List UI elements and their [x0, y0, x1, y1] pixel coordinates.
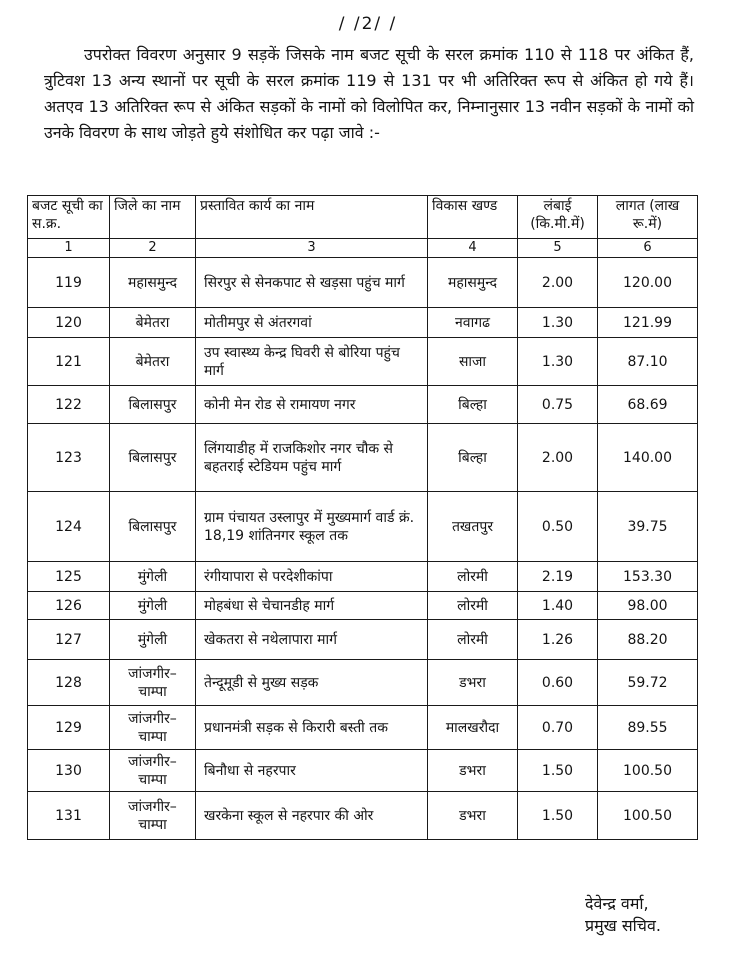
cell-length: 1.30 [518, 308, 598, 338]
cell-work: मोहबंधा से चेचानडीह मार्ग [196, 592, 428, 620]
cell-work: कोनी मेन रोड से रामायण नगर [196, 386, 428, 424]
cell-length: 2.00 [518, 258, 598, 308]
header-sno: बजट सूची का स.क्र. [28, 196, 110, 239]
cell-block: लोरमी [428, 592, 518, 620]
cell-work: रंगीयापारा से परदेशीकांपा [196, 562, 428, 592]
cell-sno: 120 [28, 308, 110, 338]
cell-length: 1.50 [518, 792, 598, 840]
cell-district: मुंगेली [110, 592, 196, 620]
column-number: 6 [598, 239, 698, 258]
cell-length: 1.26 [518, 620, 598, 660]
cell-cost: 100.50 [598, 750, 698, 792]
cell-work: ग्राम पंचायत उस्लापुर में मुख्यमार्ग वार्ड क्रं. 18,19 शांतिनगर स्कूल तक [196, 492, 428, 562]
table-row [28, 792, 698, 840]
cell-length: 0.70 [518, 706, 598, 750]
table-body [28, 258, 698, 840]
cell-work: प्रधानमंत्री सड़क से किरारी बस्ती तक [196, 706, 428, 750]
cell-block: बिल्हा [428, 386, 518, 424]
cell-cost: 98.00 [598, 592, 698, 620]
cell-district: जांजगीर–चाम्पा [110, 660, 196, 706]
cell-cost: 89.55 [598, 706, 698, 750]
cell-block: महासमुन्द [428, 258, 518, 308]
cell-work: खरकेना स्कूल से नहरपार की ओर [196, 792, 428, 840]
cell-length: 1.30 [518, 338, 598, 386]
cell-length: 0.60 [518, 660, 598, 706]
cell-district: जांजगीर–चाम्पा [110, 750, 196, 792]
cell-district: जांजगीर–चाम्पा [110, 792, 196, 840]
cell-sno: 126 [28, 592, 110, 620]
cell-cost: 88.20 [598, 620, 698, 660]
cell-work: मोतीमपुर से अंतरगवां [196, 308, 428, 338]
column-number: 4 [428, 239, 518, 258]
cell-block: डभरा [428, 792, 518, 840]
cell-cost: 68.69 [598, 386, 698, 424]
cell-block: डभरा [428, 660, 518, 706]
cell-district: बिलासपुर [110, 424, 196, 492]
table-row [28, 258, 698, 308]
cell-length: 1.50 [518, 750, 598, 792]
cell-block: लोरमी [428, 562, 518, 592]
table-row [28, 308, 698, 338]
table-row [28, 386, 698, 424]
cell-cost: 120.00 [598, 258, 698, 308]
cell-sno: 127 [28, 620, 110, 660]
cell-work: लिंगयाडीह में राजकिशोर नगर चौक से बहतराई स्टेडियम पहुंच मार्ग [196, 424, 428, 492]
cell-work: तेन्दूमूडी से मुख्य सड़क [196, 660, 428, 706]
cell-block: साजा [428, 338, 518, 386]
cell-cost: 153.30 [598, 562, 698, 592]
cell-district: महासमुन्द [110, 258, 196, 308]
cell-length: 2.00 [518, 424, 598, 492]
table-row [28, 492, 698, 562]
table-row [28, 706, 698, 750]
table-row [28, 424, 698, 492]
column-number: 5 [518, 239, 598, 258]
column-number: 3 [196, 239, 428, 258]
table-row [28, 592, 698, 620]
cell-cost: 100.50 [598, 792, 698, 840]
cell-district: जांजगीर–चाम्पा [110, 706, 196, 750]
cell-sno: 129 [28, 706, 110, 750]
header-work: प्रस्तावित कार्य का नाम [196, 196, 428, 239]
cell-length: 2.19 [518, 562, 598, 592]
cell-sno: 124 [28, 492, 110, 562]
cell-block: बिल्हा [428, 424, 518, 492]
cell-district: बिलासपुर [110, 386, 196, 424]
cell-block: नवागढ [428, 308, 518, 338]
column-number-row [28, 239, 698, 258]
cell-district: बेमेतरा [110, 338, 196, 386]
table-row [28, 338, 698, 386]
cell-work: उप स्वास्थ्य केन्द्र घिवरी से बोरिया पहुंच मार्ग [196, 338, 428, 386]
header-district: जिले का नाम [110, 196, 196, 239]
cell-work: बिनौधा से नहरपार [196, 750, 428, 792]
cell-work: खेकतरा से नथेलापारा मार्ग [196, 620, 428, 660]
intro-text: उपरोक्त विवरण अनुसार 9 सड़कें जिसके नाम बजट सूची के सरल क्रमांक 110 से 118 पर अंकित हैं, त्रुटिवश 13 अन्य स्थानों पर सूची के सरल क्रमांक 119 से 131 पर भी अतिरिक्त रूप से अंकित हो गये हैं। अतएव 13 अतिरिक्त रूप से अंकित सड़कों के नामों को विलोपित कर, निम्नानुसार 13 नवीन सड़कों के नामों को उनके विवरण के साथ जोड़ते हुये संशोधित कर पढ़ा जावे :- [44, 45, 694, 142]
cell-district: मुंगेली [110, 562, 196, 592]
roads-table [27, 195, 698, 840]
cell-sno: 128 [28, 660, 110, 706]
header-length: लंबाई (कि.मी.में) [518, 196, 598, 239]
cell-cost: 39.75 [598, 492, 698, 562]
table-row [28, 660, 698, 706]
cell-cost: 87.10 [598, 338, 698, 386]
cell-block: मालखरौदा [428, 706, 518, 750]
header-block: विकास खण्ड [428, 196, 518, 239]
cell-sno: 119 [28, 258, 110, 308]
page-number: / /2/ / [338, 14, 398, 34]
table-row [28, 620, 698, 660]
cell-sno: 122 [28, 386, 110, 424]
intro-paragraph [44, 42, 694, 146]
cell-work: सिरपुर से सेनकपाट से खड़सा पहुंच मार्ग [196, 258, 428, 308]
cell-sno: 130 [28, 750, 110, 792]
signatory-designation: प्रमुख सचिव. [585, 916, 661, 935]
cell-length: 0.75 [518, 386, 598, 424]
header-cost: लागत (लाख रू.में) [598, 196, 698, 239]
cell-sno: 125 [28, 562, 110, 592]
table-header-row [28, 196, 698, 239]
column-number: 1 [28, 239, 110, 258]
cell-cost: 140.00 [598, 424, 698, 492]
cell-length: 0.50 [518, 492, 598, 562]
cell-cost: 59.72 [598, 660, 698, 706]
table-row [28, 750, 698, 792]
cell-district: बिलासपुर [110, 492, 196, 562]
signature-block [585, 893, 661, 937]
cell-district: मुंगेली [110, 620, 196, 660]
cell-sno: 121 [28, 338, 110, 386]
cell-sno: 131 [28, 792, 110, 840]
table-row [28, 562, 698, 592]
cell-block: डभरा [428, 750, 518, 792]
signatory-name: देवेन्द्र वर्मा, [585, 894, 649, 913]
cell-length: 1.40 [518, 592, 598, 620]
cell-block: लोरमी [428, 620, 518, 660]
column-number: 2 [110, 239, 196, 258]
cell-cost: 121.99 [598, 308, 698, 338]
cell-sno: 123 [28, 424, 110, 492]
cell-block: तखतपुर [428, 492, 518, 562]
cell-district: बेमेतरा [110, 308, 196, 338]
